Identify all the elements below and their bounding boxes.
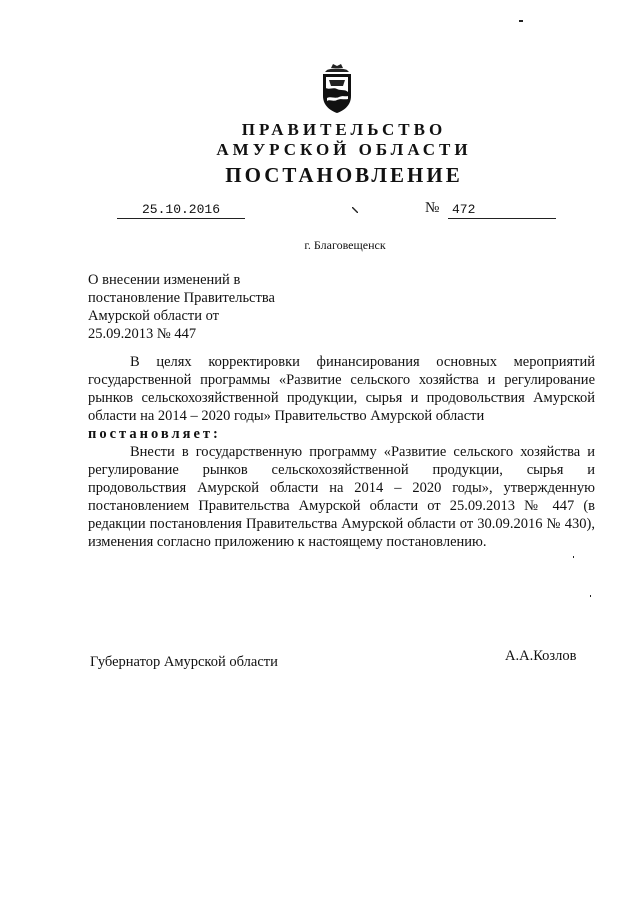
document-date: 25.10.2016 — [117, 202, 245, 219]
government-title: ПРАВИТЕЛЬСТВО — [241, 120, 447, 139]
resolves-keyword: постановляет: — [88, 426, 221, 442]
subject-line: О внесении изменений в — [88, 272, 241, 288]
signatory-title: Губернатор Амурской области — [90, 654, 278, 670]
subject-line: 25.09.2013 № 447 — [88, 326, 197, 342]
preamble-paragraph: В целях корректировки финансирования основных мероприятий государственной программы «Развитие сельского хозяйства и регулирование рынков сельскохозяйственной продукции, сырья и продовольствия Амурской области на 2014 – 2020 годы» Правительство Амурской области — [88, 354, 595, 424]
document-number: 472 — [448, 202, 556, 219]
scan-speck — [519, 20, 523, 22]
city-name: г. Благовещенск — [304, 238, 386, 252]
resolution-paragraph: Внести в государственную программу «Развитие сельского хозяйства и регулирование рынков сельскохозяйственной продукции, сырья и продовольствия Амурской области на 2014 – 2020 годы», утвержденную постановлением Правительства Амурской области от 25.09.2013 № 447 (в редакции постановления Правительства Амурской области от 30.09.2016 № 430), изменения согласно приложению к настоящему постановлению. — [88, 444, 595, 550]
pen-tick-mark-icon — [352, 207, 358, 213]
subject-line: Амурской области от — [88, 308, 220, 324]
region-title: АМУРСКОЙ ОБЛАСТИ — [216, 140, 472, 159]
document-body — [88, 353, 595, 551]
signatory-name: А.А.Козлов — [505, 648, 577, 664]
subject-line: постановление Правительства — [88, 290, 275, 306]
scan-speck — [573, 556, 574, 558]
document-type: ПОСТАНОВЛЕНИЕ — [225, 163, 463, 187]
scan-speck — [590, 595, 591, 597]
number-label: № — [425, 200, 440, 216]
document-subject — [88, 271, 318, 343]
coat-of-arms-icon — [317, 62, 357, 114]
